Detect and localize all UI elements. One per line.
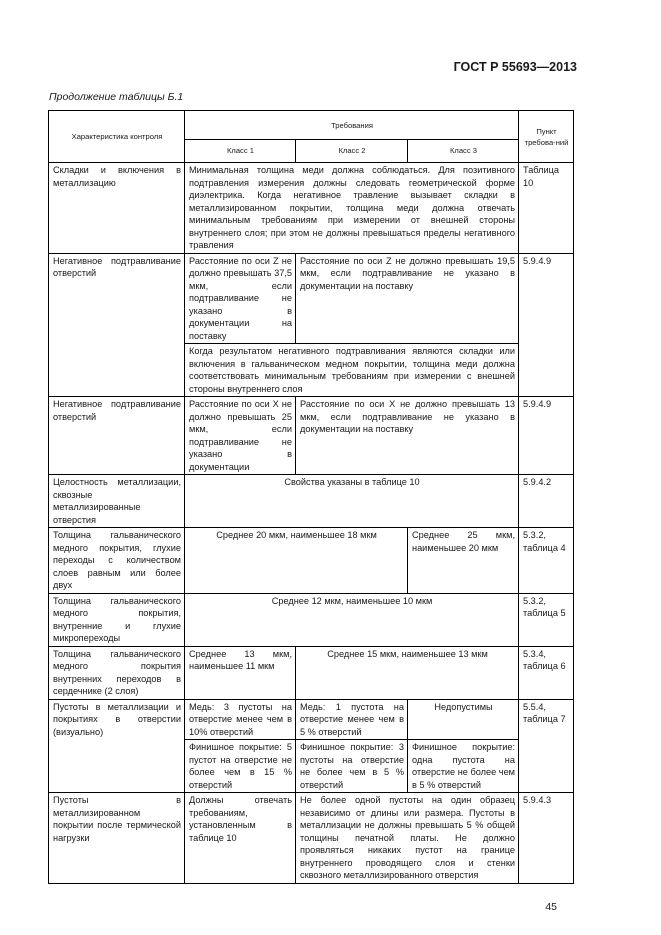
clause-ref: 5.5.4, таблица 7 [519, 699, 574, 793]
requirement-class-2-3: Расстояние по оси X не должно превышать 13 мкм, если подтравливание не указано в документации на поставку [296, 397, 519, 475]
table-row-negative-x [49, 397, 574, 475]
page-number: 45 [545, 901, 557, 913]
requirement-text: Среднее 12 мкм, наименьшее 10 мкм [185, 593, 519, 646]
row-label: Пустоты в металлизированном покрытии после термической нагрузки [49, 793, 185, 884]
header-row [49, 111, 574, 140]
requirement-class-3: Среднее 25 мкм, наименьшее 20 мкм [408, 528, 519, 594]
table-row-core-vias [49, 646, 574, 699]
table-row-voids-copper [49, 699, 574, 740]
requirement-class-3: Недопустимы [408, 699, 519, 740]
table-row-folds [49, 163, 574, 254]
clause-ref: 5.9.4.9 [519, 253, 574, 397]
requirement-class-3: Финишное покрытие: одна пустота на отверстие не более чем в 5 % отверстий [408, 740, 519, 793]
table-caption: Продолжение таблицы Б.1 [49, 91, 184, 103]
requirement-class-1: Расстояние по оси Z не должно превышать 37,5 мкм, если подтравливание не указано в документации на поставку [185, 253, 296, 344]
row-label: Толщина гальванического медного покрытия, глухие переходы с количеством слоев равным или более двух [49, 528, 185, 594]
table-row-negative-z [49, 253, 574, 344]
header-class-1: Класс 1 [185, 140, 296, 163]
row-label: Негативное подтравливание отверстий [49, 253, 185, 397]
requirement-class-1: Должны отвечать требованиям, установленным в таблице 10 [185, 793, 296, 884]
clause-ref: 5.9.4.2 [519, 475, 574, 528]
header-class-2: Класс 2 [296, 140, 408, 163]
requirement-class-2-3: Расстояние по оси Z не должно превышать 19,5 мкм, если подтравливание не указано в документации на поставку [296, 253, 519, 344]
requirement-text: Минимальная толщина меди должна соблюдаться. Для позитивного подтравления измерения должны следовать геометрической форме диэлектрика. Когда негативное травление вызывает складки в металлизированном покрытии, толщина меди должна отвечать минимальным требованиям при измерении от внешней стороны внутреннего слоя; при этом не должны превышаться пределы негативного травления [185, 163, 519, 254]
requirement-class-1: Расстояние по оси X не должно превышать 25 мкм, если подтравливание не указано в документации [185, 397, 296, 475]
requirement-class-2-3: Не более одной пустоты на один образец независимо от длины или размера. Пустоты в металлизации не должны превышать 5 % общей толщины печатной платы. Не должно проявляться никаких пустот на границе внутреннего проводящего слоя и стенки сквозного металлизированного отверстия [296, 793, 519, 884]
requirements-table [48, 110, 574, 884]
table-row-integrity [49, 475, 574, 528]
header-class-3: Класс 3 [408, 140, 519, 163]
clause-ref: 5.9.4.3 [519, 793, 574, 884]
document-code: ГОСТ Р 55693—2013 [453, 60, 577, 74]
requirement-class-1: Среднее 13 мкм, наименьшее 11 мкм [185, 646, 296, 699]
clause-ref: 5.3.2, таблица 4 [519, 528, 574, 594]
clause-ref: 5.9.4.9 [519, 397, 574, 475]
requirement-class-2-3: Среднее 15 мкм, наименьшее 13 мкм [296, 646, 519, 699]
row-label: Целостность металлизации, сквозные металлизированные отверстия [49, 475, 185, 528]
table-row-microvias [49, 593, 574, 646]
requirement-class-2: Финишное покрытие: 3 пустоты на отверстие не более чем в 5 % отверстий [296, 740, 408, 793]
header-characteristic: Характеристика контроля [49, 111, 185, 163]
clause-ref: 5.3.2, таблица 5 [519, 593, 574, 646]
row-label: Толщина гальванического медного покрытия, внутренние и глухие микропереходы [49, 593, 185, 646]
header-requirements: Требования [185, 111, 519, 140]
row-label: Пустоты в металлизации и покрытиях в отверстии (визуально) [49, 699, 185, 793]
requirement-class-1-2: Среднее 20 мкм, наименьшее 18 мкм [185, 528, 408, 594]
table-row-thermal [49, 793, 574, 884]
row-label: Негативное подтравливание отверстий [49, 397, 185, 475]
header-clause: Пункт требова-ний [519, 111, 574, 163]
requirement-class-2: Медь: 1 пустота на отверстие менее чем в 5 % отверстий [296, 699, 408, 740]
requirement-note: Когда результатом негативного подтравливания являются складки или включения в гальваническом медном покрытии, толщина меди должна соответствовать минимальным требованиям при измерении с внешней стороны внутреннего слоя [185, 344, 519, 397]
requirement-class-1: Медь: 3 пустоты на отверстие менее чем в 10% отверстий [185, 699, 296, 740]
row-label: Толщина гальванического медного покрытия внутренних переходов в сердечнике (2 слоя) [49, 646, 185, 699]
row-label: Складки и включения в металлизацию [49, 163, 185, 254]
requirement-text: Свойства указаны в таблице 10 [185, 475, 519, 528]
table-row-blind-vias [49, 528, 574, 594]
clause-ref: 5.3.4, таблица 6 [519, 646, 574, 699]
requirement-class-1: Финишное покрытие: 5 пустот на отверстие не более чем в 15 % отверстий [185, 740, 296, 793]
clause-ref: Таблица 10 [519, 163, 574, 254]
